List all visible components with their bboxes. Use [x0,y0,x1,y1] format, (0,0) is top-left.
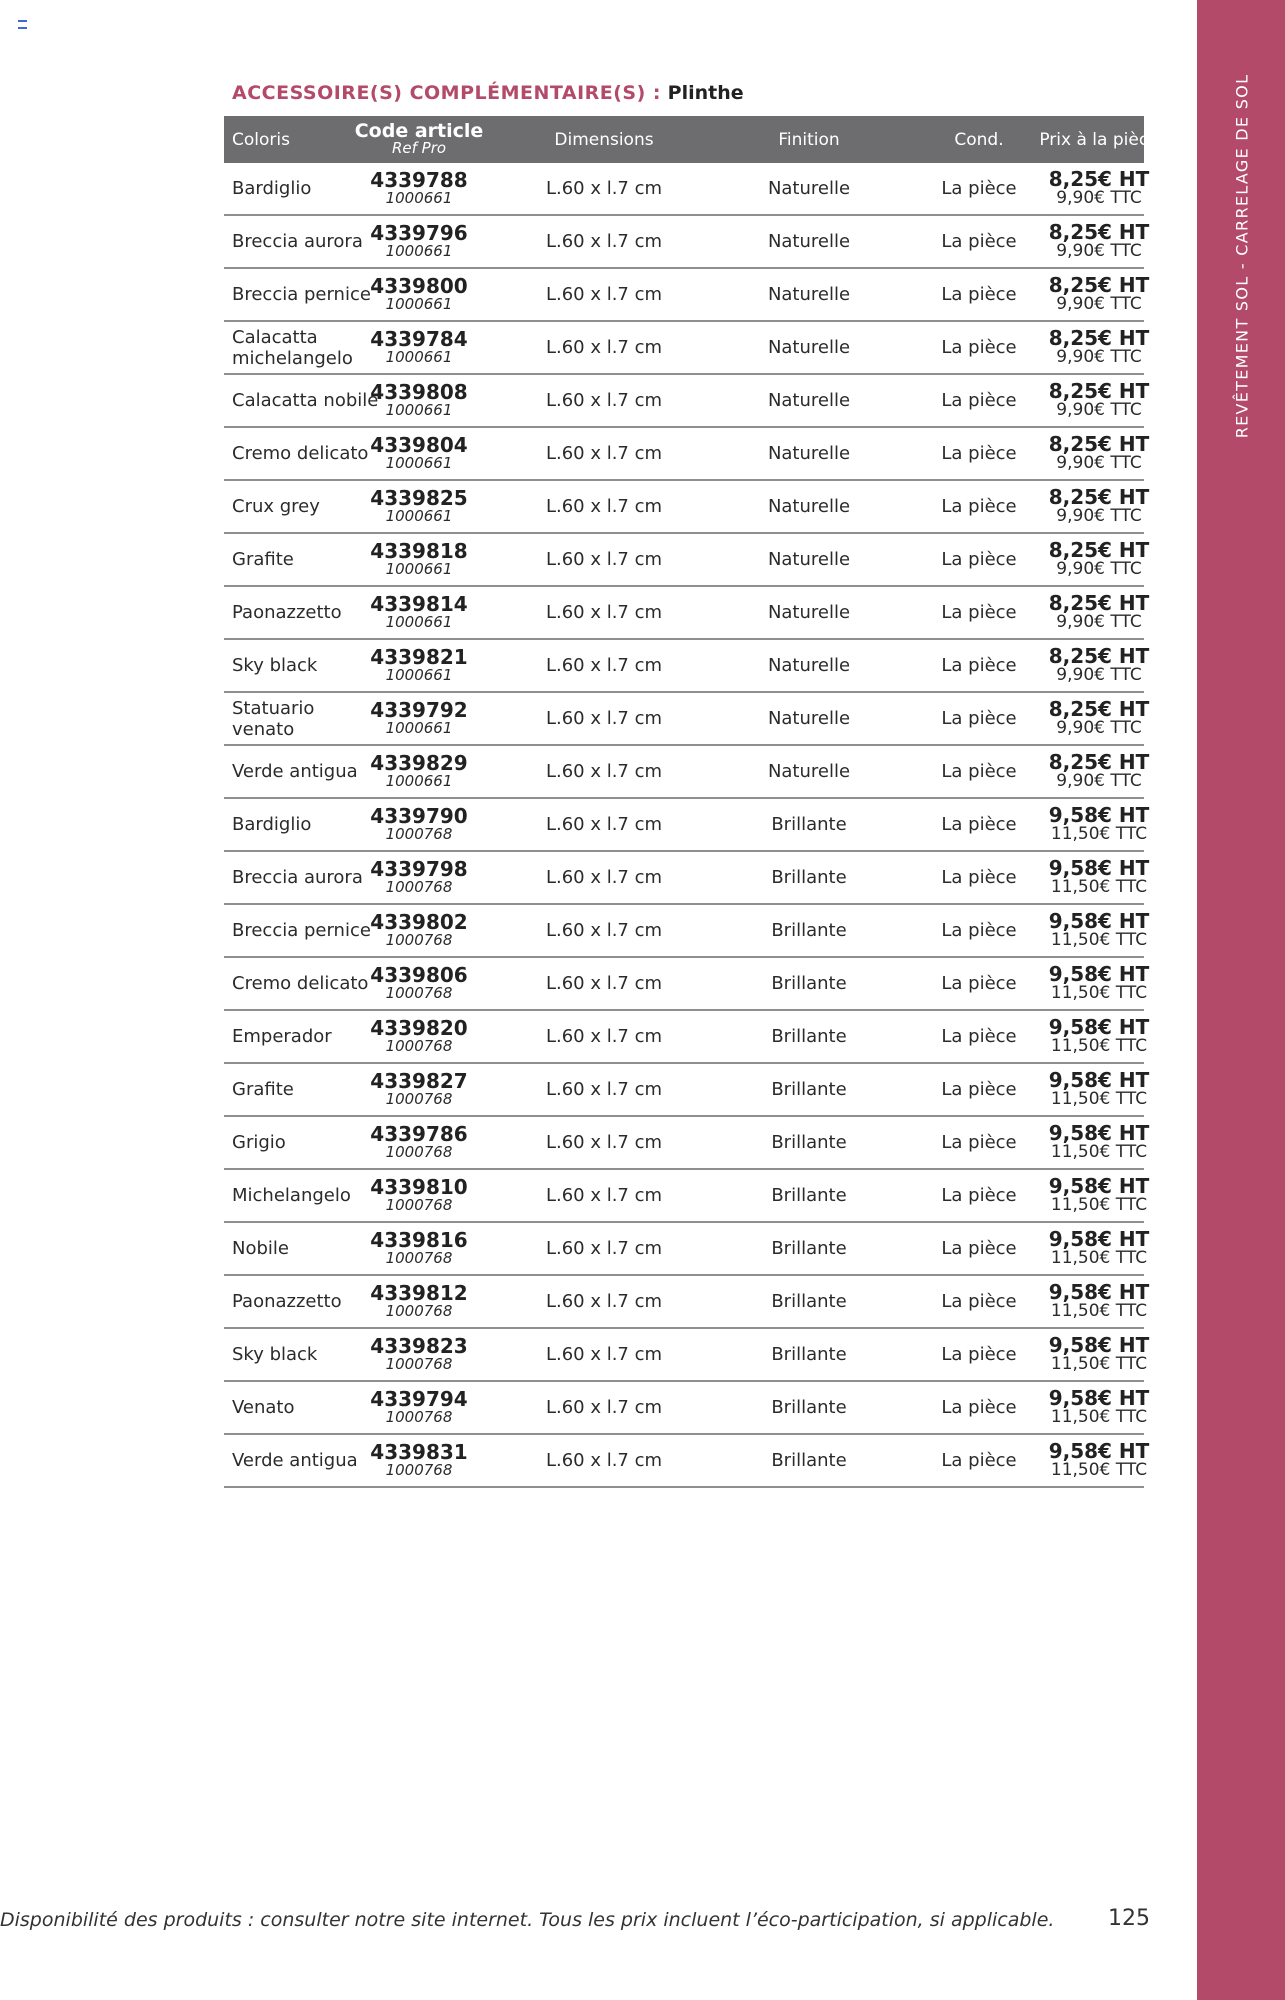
cell-price [1024,375,1174,426]
cell-code [354,640,484,691]
cell-dimensions: L.60 x l.7 cm [545,231,663,252]
cell-price [1024,1276,1174,1327]
cell-dimensions: L.60 x l.7 cm [545,867,663,888]
cell-code [354,322,484,373]
cell-finition: Naturelle [767,337,851,358]
ref-pro: 1000768 [385,824,453,843]
price-ttc: 11,50€ TTC [1050,876,1148,897]
cell-dimensions: L.60 x l.7 cm [545,1132,663,1153]
cell-price [1024,799,1174,850]
price-ttc: 11,50€ TTC [1050,1406,1148,1427]
cell-cond: La pièce [941,867,1017,888]
ref-pro: 1000661 [385,665,453,684]
cell-coloris: Breccia aurora [232,867,363,888]
cell-dimensions: L.60 x l.7 cm [545,973,663,994]
footer-note: Disponibilité des produits : consulter notre site internet. Tous les prix incluent l’éco-participation, si applicable. [0,1909,1055,1931]
price-ttc: 9,90€ TTC [1056,505,1142,526]
cell-finition: Naturelle [767,549,851,570]
corner-mark [18,20,27,29]
article-code: 4339814 [370,591,468,616]
article-code: 4339784 [370,326,468,351]
article-code: 4339816 [370,1227,468,1252]
ref-pro: 1000768 [385,1301,453,1320]
table-row [224,1223,1150,1276]
table-row [224,481,1150,534]
table-row [224,216,1150,269]
cell-dimensions: L.60 x l.7 cm [545,178,663,199]
cell-cond: La pièce [941,973,1017,994]
price-ttc: 9,90€ TTC [1056,293,1142,314]
cell-coloris: Bardiglio [232,178,312,199]
cell-coloris: Grafite [232,549,294,570]
price-ht: 9,58€ HT [1048,1067,1150,1092]
price-ttc: 11,50€ TTC [1050,982,1148,1003]
cell-cond: La pièce [941,1291,1017,1312]
table-row [224,1170,1150,1223]
price-ttc: 9,90€ TTC [1056,558,1142,579]
cell-finition: Brillante [771,1238,847,1259]
cell-dimensions: L.60 x l.7 cm [545,920,663,941]
header-code-label: Code article [354,119,484,142]
cell-dimensions: L.60 x l.7 cm [545,602,663,623]
header-dimensions: Dimensions [554,129,654,150]
article-code: 4339820 [370,1015,468,1040]
table-header [224,116,1159,163]
cell-finition: Naturelle [767,443,851,464]
cell-finition: Brillante [771,1132,847,1153]
ref-pro: 1000768 [385,1089,453,1108]
cell-code [354,693,484,744]
cell-coloris: Breccia pernice [232,284,371,305]
table-row [224,693,1150,746]
cell-cond: La pièce [941,337,1017,358]
cell-dimensions: L.60 x l.7 cm [545,1450,663,1471]
ref-pro: 1000768 [385,1248,453,1267]
cell-coloris: Verde antigua [232,1450,358,1471]
cell-cond: La pièce [941,1397,1017,1418]
price-ht: 9,58€ HT [1048,1226,1150,1251]
cell-price [1024,746,1174,797]
cell-cond: La pièce [941,1185,1017,1206]
article-code: 4339798 [370,856,468,881]
article-code: 4339800 [370,273,468,298]
price-ht: 9,58€ HT [1048,1385,1150,1410]
price-ht: 8,25€ HT [1048,166,1150,191]
price-ttc: 9,90€ TTC [1056,452,1142,473]
cell-cond: La pièce [941,390,1017,411]
article-code: 4339823 [370,1333,468,1358]
cell-coloris: Emperador [232,1026,332,1047]
title-rest: Plinthe [661,82,744,104]
article-code: 4339827 [370,1068,468,1093]
price-ttc: 11,50€ TTC [1050,1194,1148,1215]
cell-cond: La pièce [941,814,1017,835]
price-ht: 9,58€ HT [1048,908,1150,933]
cell-price [1024,216,1174,267]
section-side-label: REVÊTEMENT SOL - CARRELAGE DE SOL [1232,73,1252,439]
cell-finition: Naturelle [767,655,851,676]
cell-price [1024,534,1174,585]
article-code: 4339829 [370,750,468,775]
cell-price [1024,1117,1174,1168]
cell-price [1024,587,1174,638]
cell-cond: La pièce [941,1450,1017,1471]
cell-coloris: Sky black [232,655,318,676]
article-code: 4339786 [370,1121,468,1146]
cell-finition: Naturelle [767,390,851,411]
article-code: 4339831 [370,1439,468,1464]
cell-coloris: Nobile [232,1238,289,1259]
cell-price [1024,481,1174,532]
header-coloris: Coloris [232,129,290,150]
ref-pro: 1000661 [385,453,453,472]
cell-coloris: Grafite [232,1079,294,1100]
cell-dimensions: L.60 x l.7 cm [545,708,663,729]
cell-cond: La pièce [941,1344,1017,1365]
cell-dimensions: L.60 x l.7 cm [545,1079,663,1100]
price-ttc: 11,50€ TTC [1050,1300,1148,1321]
table-row [224,587,1150,640]
table-row [224,1064,1150,1117]
cell-finition: Brillante [771,867,847,888]
cell-dimensions: L.60 x l.7 cm [545,761,663,782]
cell-dimensions: L.60 x l.7 cm [545,1291,663,1312]
cell-coloris: Breccia pernice [232,920,371,941]
price-ht: 8,25€ HT [1048,696,1150,721]
cell-price [1024,269,1174,320]
cell-finition: Brillante [771,814,847,835]
ref-pro: 1000768 [385,1354,453,1373]
cell-code [354,1276,484,1327]
cell-dimensions: L.60 x l.7 cm [545,284,663,305]
cell-code [354,163,484,214]
page-number: 125 [1108,1906,1150,1931]
cell-cond: La pièce [941,761,1017,782]
cell-cond: La pièce [941,920,1017,941]
table-row [224,1329,1150,1382]
cell-price [1024,1064,1174,1115]
article-code: 4339788 [370,167,468,192]
ref-pro: 1000768 [385,1195,453,1214]
cell-code [354,534,484,585]
price-ht: 9,58€ HT [1048,855,1150,880]
article-code: 4339802 [370,909,468,934]
cell-dimensions: L.60 x l.7 cm [545,443,663,464]
cell-code [354,481,484,532]
cell-dimensions: L.60 x l.7 cm [545,1397,663,1418]
cell-code [354,216,484,267]
cell-code [354,852,484,903]
table-row [224,1117,1150,1170]
cell-dimensions: L.60 x l.7 cm [545,549,663,570]
ref-pro: 1000661 [385,400,453,419]
cell-code [354,746,484,797]
cell-cond: La pièce [941,178,1017,199]
article-code: 4339812 [370,1280,468,1305]
header-prix: Prix à la pièce [1039,129,1159,150]
price-ttc: 9,90€ TTC [1056,399,1142,420]
cell-price [1024,958,1174,1009]
cell-finition: Brillante [771,1079,847,1100]
article-code: 4339825 [370,485,468,510]
cell-price [1024,163,1174,214]
cell-code [354,1435,484,1486]
cell-cond: La pièce [941,1026,1017,1047]
cell-code [354,1064,484,1115]
cell-finition: Brillante [771,1344,847,1365]
price-ttc: 11,50€ TTC [1050,1088,1148,1109]
table-row [224,322,1150,375]
header-cond: Cond. [954,129,1004,150]
cell-coloris: Grigio [232,1132,286,1153]
cell-price [1024,640,1174,691]
cell-dimensions: L.60 x l.7 cm [545,496,663,517]
cell-dimensions: L.60 x l.7 cm [545,1185,663,1206]
table-row [224,1011,1150,1064]
price-ttc: 9,90€ TTC [1056,770,1142,791]
cell-finition: Brillante [771,1450,847,1471]
ref-pro: 1000768 [385,1142,453,1161]
cell-finition: Brillante [771,1397,847,1418]
header-finition: Finition [778,129,840,150]
price-ttc: 11,50€ TTC [1050,1035,1148,1056]
cell-cond: La pièce [941,443,1017,464]
price-table [224,116,1159,1488]
cell-coloris: Paonazzetto [232,1291,342,1312]
cell-cond: La pièce [941,231,1017,252]
article-code: 4339821 [370,644,468,669]
ref-pro: 1000661 [385,718,453,737]
table-row [224,1382,1150,1435]
ref-pro: 1000768 [385,1460,453,1479]
cell-finition: Naturelle [767,708,851,729]
price-ht: 8,25€ HT [1048,325,1150,350]
table-row [224,958,1150,1011]
table-row [224,428,1150,481]
cell-price [1024,852,1174,903]
cell-price [1024,1011,1174,1062]
cell-cond: La pièce [941,284,1017,305]
cell-code [354,587,484,638]
cell-dimensions: L.60 x l.7 cm [545,1026,663,1047]
cell-coloris: Calacatta michelangelo [232,326,353,369]
ref-pro: 1000661 [385,559,453,578]
article-code: 4339790 [370,803,468,828]
ref-pro: 1000768 [385,1036,453,1055]
cell-finition: Naturelle [767,231,851,252]
table-row [224,163,1150,216]
cell-dimensions: L.60 x l.7 cm [545,814,663,835]
ref-pro: 1000661 [385,241,453,260]
cell-cond: La pièce [941,708,1017,729]
cell-finition: Naturelle [767,496,851,517]
cell-dimensions: L.60 x l.7 cm [545,337,663,358]
cell-price [1024,1223,1174,1274]
table-row [224,640,1150,693]
cell-cond: La pièce [941,1238,1017,1259]
cell-coloris: Calacatta nobile [232,390,379,411]
cell-code [354,1382,484,1433]
cell-finition: Naturelle [767,284,851,305]
price-ttc: 11,50€ TTC [1050,929,1148,950]
cell-coloris: Michelangelo [232,1185,351,1206]
ref-pro: 1000768 [385,877,453,896]
cell-coloris: Breccia aurora [232,231,363,252]
cell-coloris: Verde antigua [232,761,358,782]
cell-price [1024,1170,1174,1221]
title-accent: ACCESSOIRE(S) COMPLÉMENTAIRE(S) : [232,82,662,104]
cell-dimensions: L.60 x l.7 cm [545,655,663,676]
price-ttc: 11,50€ TTC [1050,1141,1148,1162]
cell-coloris: Statuario venato [232,697,315,740]
price-ht: 8,25€ HT [1048,643,1150,668]
price-ht: 9,58€ HT [1048,961,1150,986]
article-code: 4339808 [370,379,468,404]
cell-finition: Naturelle [767,761,851,782]
price-ht: 8,25€ HT [1048,272,1150,297]
ref-pro: 1000661 [385,188,453,207]
article-code: 4339794 [370,1386,468,1411]
article-code: 4339796 [370,220,468,245]
cell-code [354,269,484,320]
table-body [224,163,1150,1488]
price-ttc: 11,50€ TTC [1050,823,1148,844]
cell-coloris: Cremo delicato [232,443,369,464]
cell-price [1024,905,1174,956]
cell-cond: La pièce [941,655,1017,676]
cell-code [354,428,484,479]
cell-price [1024,428,1174,479]
cell-price [1024,1382,1174,1433]
table-row [224,1276,1150,1329]
ref-pro: 1000768 [385,1407,453,1426]
cell-coloris: Venato [232,1397,295,1418]
article-code: 4339792 [370,697,468,722]
ref-pro: 1000661 [385,612,453,631]
cell-code [354,1329,484,1380]
cell-dimensions: L.60 x l.7 cm [545,1238,663,1259]
price-ttc: 9,90€ TTC [1056,611,1142,632]
cell-dimensions: L.60 x l.7 cm [545,390,663,411]
price-ttc: 9,90€ TTC [1056,664,1142,685]
price-ttc: 11,50€ TTC [1050,1459,1148,1480]
cell-code [354,905,484,956]
price-ht: 8,25€ HT [1048,219,1150,244]
table-row [224,905,1150,958]
cell-code [354,1170,484,1221]
price-ht: 8,25€ HT [1048,749,1150,774]
table-row [224,1435,1150,1488]
cell-price [1024,322,1174,373]
cell-finition: Brillante [771,973,847,994]
price-ttc: 9,90€ TTC [1056,187,1142,208]
cell-cond: La pièce [941,549,1017,570]
price-ht: 9,58€ HT [1048,1332,1150,1357]
cell-coloris: Bardiglio [232,814,312,835]
ref-pro: 1000661 [385,771,453,790]
cell-code [354,1011,484,1062]
cell-coloris: Crux grey [232,496,320,517]
cell-cond: La pièce [941,1132,1017,1153]
ref-pro: 1000661 [385,294,453,313]
article-code: 4339810 [370,1174,468,1199]
table-row [224,269,1150,322]
table-row [224,375,1150,428]
ref-pro: 1000768 [385,930,453,949]
header-code [354,116,484,163]
price-ht: 8,25€ HT [1048,537,1150,562]
price-ttc: 9,90€ TTC [1056,346,1142,367]
price-ht: 9,58€ HT [1048,1014,1150,1039]
header-ref-label: Ref Pro [391,138,447,157]
article-code: 4339818 [370,538,468,563]
price-ht: 9,58€ HT [1048,1279,1150,1304]
price-ht: 9,58€ HT [1048,1438,1150,1463]
table-row [224,534,1150,587]
cell-finition: Brillante [771,1026,847,1047]
article-code: 4339804 [370,432,468,457]
ref-pro: 1000661 [385,506,453,525]
cell-cond: La pièce [941,602,1017,623]
cell-code [354,375,484,426]
price-ttc: 9,90€ TTC [1056,240,1142,261]
price-ht: 8,25€ HT [1048,431,1150,456]
article-code: 4339806 [370,962,468,987]
section-title [232,82,744,104]
cell-price [1024,1329,1174,1380]
ref-pro: 1000661 [385,347,453,366]
table-row [224,852,1150,905]
ref-pro: 1000768 [385,983,453,1002]
price-ht: 8,25€ HT [1048,484,1150,509]
price-ttc: 9,90€ TTC [1056,717,1142,738]
price-ht: 8,25€ HT [1048,590,1150,615]
cell-code [354,799,484,850]
price-ht: 9,58€ HT [1048,1173,1150,1198]
cell-cond: La pièce [941,496,1017,517]
cell-coloris: Paonazzetto [232,602,342,623]
table-row [224,746,1150,799]
cell-price [1024,1435,1174,1486]
cell-coloris: Cremo delicato [232,973,369,994]
price-ht: 9,58€ HT [1048,802,1150,827]
price-ttc: 11,50€ TTC [1050,1353,1148,1374]
cell-code [354,958,484,1009]
cell-coloris: Sky black [232,1344,318,1365]
cell-dimensions: L.60 x l.7 cm [545,1344,663,1365]
cell-finition: Brillante [771,1291,847,1312]
cell-finition: Brillante [771,920,847,941]
cell-finition: Naturelle [767,178,851,199]
cell-code [354,1223,484,1274]
cell-code [354,1117,484,1168]
cell-cond: La pièce [941,1079,1017,1100]
price-ttc: 11,50€ TTC [1050,1247,1148,1268]
cell-finition: Naturelle [767,602,851,623]
cell-price [1024,693,1174,744]
price-ht: 9,58€ HT [1048,1120,1150,1145]
cell-finition: Brillante [771,1185,847,1206]
price-ht: 8,25€ HT [1048,378,1150,403]
table-row [224,799,1150,852]
